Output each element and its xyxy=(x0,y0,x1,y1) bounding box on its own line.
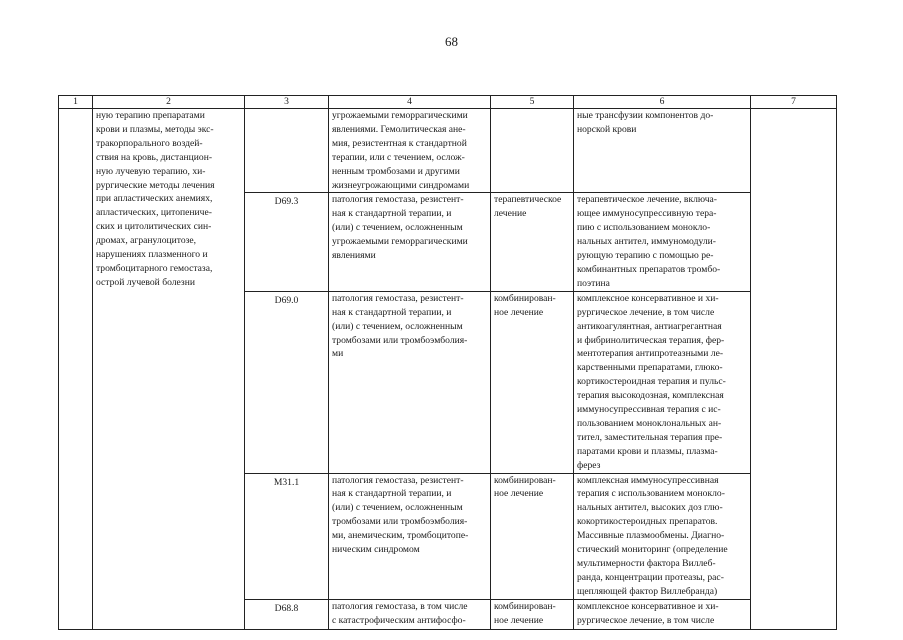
cell-treatment-type xyxy=(491,109,574,193)
cell-treatment-type: комбинирован- ное лечение xyxy=(491,291,574,473)
cell-method: ные трансфузии компонентов до- норской крови xyxy=(574,109,751,193)
cell-code: M31.1 xyxy=(245,473,329,599)
header-col-5: 5 xyxy=(491,96,574,109)
cell-diagnosis: патология гемостаза, резистент- ная к стандартной терапии, и (или) с течением, осложненным тромбозами или тромбоэмболия- ми xyxy=(329,291,491,473)
cell-diagnosis: патология гемостаза, резистент- ная к стандартной терапии, и (или) с течением, осложненным тромбозами или тромбоэмболия- ми, анемическим, тромбоцитопе- ническим синдромом xyxy=(329,473,491,599)
cell-col-1 xyxy=(59,109,93,630)
cell-diagnosis: патология гемостаза, в том числе с катастрофическим антифосфо- xyxy=(329,599,491,629)
header-col-7: 7 xyxy=(751,96,837,109)
cell-code: D69.0 xyxy=(245,291,329,473)
cell-treatment-type: комбинирован- ное лечение xyxy=(491,473,574,599)
cell-method: комплексная иммуносупрессивная терапия с использованием моноклo- нальных антител, высоких доз глю- кокортикостероидных препаратов. Массивные плазмообмены. Диагно- стический мониторинг (определение мультимерности фактора Виллеб- ранда, концентрации протеазы, рас- щепляющей фактор Виллебранда) xyxy=(574,473,751,599)
cell-code: D68.8 xyxy=(245,599,329,629)
page-number: 68 xyxy=(445,34,458,49)
cell-method-group: ную терапию препаратами крови и плазмы, методы экс- тракорпорального воздей- ствия на кровь, дистанцион- ную лучевую терапию, хи- рургические методы лечения при апластических анемиях, апластических, цитопениче- ских и цитолитических син- дромах, агранулоцитозе, нарушениях плазменного и тромбоцитарного гемостаза, острой лучевой болезни xyxy=(93,109,245,630)
header-col-6: 6 xyxy=(574,96,751,109)
header-row xyxy=(59,96,837,109)
cell-method: комплексное консервативное и хи- рургическое лечение, в том числе антикоагулянтная, антиагрегантная и фибринолитическая терапия, фер- ментотерапия антипротеазными ле- карственными препаратами, глюко- кортикостероидная терапия и пульс- терапия высокодозная, комплексная иммуносупрессивная терапия с ис- пользованием моноклональных ан- тител, заместительная терапия пре- паратами крови и плазмы, плазма- ферез xyxy=(574,291,751,473)
treatment-table xyxy=(58,95,837,630)
header-col-4: 4 xyxy=(329,96,491,109)
cell-code xyxy=(245,109,329,193)
table-row xyxy=(59,109,837,193)
cell-method: комплексное консервативное и хи- рургическое лечение, в том числе xyxy=(574,599,751,629)
cell-col-7 xyxy=(751,109,837,630)
cell-treatment-type: терапевтическое лечение xyxy=(491,193,574,291)
cell-treatment-type: комбинирован- ное лечение xyxy=(491,599,574,629)
header-col-1: 1 xyxy=(59,96,93,109)
cell-method: терапевтическое лечение, включа- ющее иммуносупрессивную тера- пию с использованием моноклo- нальных антител, иммуномодули- рующую терапию с помощью ре- комбинантных препаратов тромбо- поэтина xyxy=(574,193,751,291)
header-col-2: 2 xyxy=(93,96,245,109)
header-col-3: 3 xyxy=(245,96,329,109)
cell-diagnosis: патология гемостаза, резистент- ная к стандартной терапии, и (или) с течением, осложненным угрожаемыми геморрагическими явлениями xyxy=(329,193,491,291)
cell-diagnosis: угрожаемыми геморрагическими явлениями. Гемолитическая ане- мия, резистентная к стандартной терапии, или с течением, ослож- ненным тромбозами и другими жизнеугрожающими синдромами xyxy=(329,109,491,193)
cell-code: D69.3 xyxy=(245,193,329,291)
